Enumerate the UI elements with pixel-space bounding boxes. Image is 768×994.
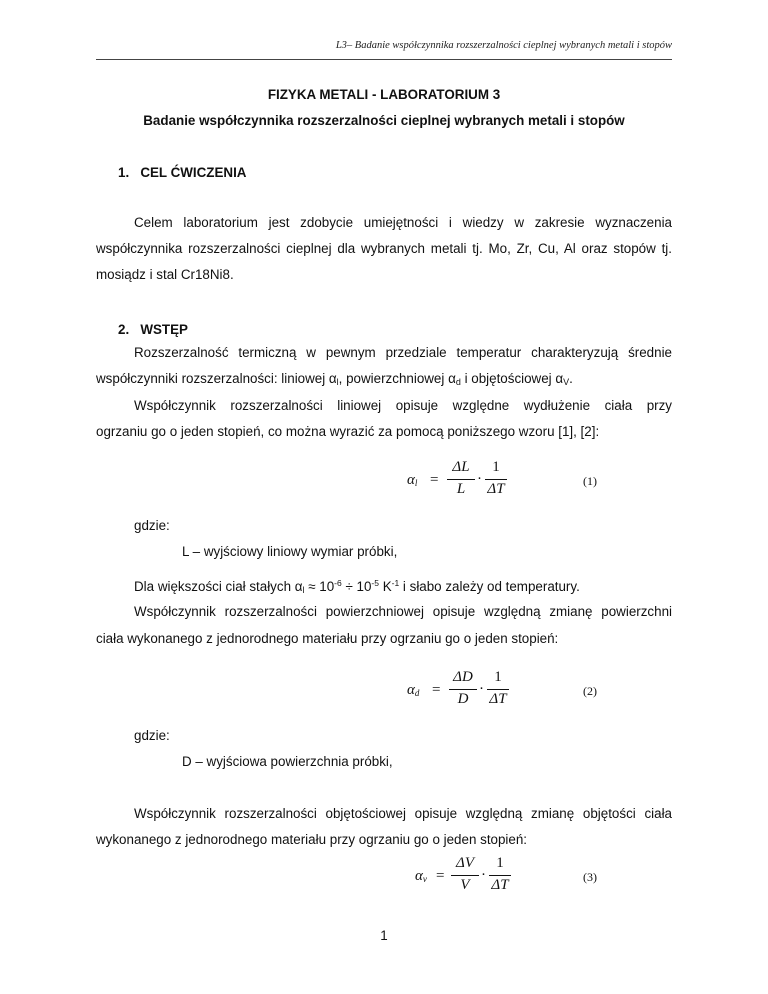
section-1-heading: 1. CEL ĆWICZENIA (118, 165, 247, 180)
subscript-l: l (336, 377, 339, 387)
exponent: -6 (334, 578, 342, 588)
alpha-subscript: v (422, 874, 427, 884)
running-header: L3– Badanie współczynnika rozszerzalności cieplnej wybranych metali i stopów (335, 40, 672, 51)
multiply-dot: · (477, 471, 482, 487)
fraction-2-bar (485, 479, 507, 480)
exponent: -1 (391, 578, 400, 588)
fraction-1-bar (451, 875, 479, 876)
fraction-1-bar (449, 689, 477, 690)
document-title: FIZYKA METALI - LABORATORIUM 3 (267, 87, 501, 102)
exponent: -5 (371, 578, 379, 588)
fraction-2-numerator: 1 (494, 669, 502, 685)
page-number: 1 (380, 928, 388, 943)
section-2-p1-line-1: Rozszerzalność termiczną w pewnym przedziale temperatur charakteryzują średnie (134, 345, 672, 360)
equals-sign: = (430, 472, 439, 488)
where-label-1: gdzie: (134, 518, 170, 533)
section-2-heading: 2. WSTĘP (118, 322, 188, 337)
section-2-p2-line-1: Współczynnik rozszerzalności liniowej opisuje względne wydłużenie ciała przy (134, 398, 672, 413)
multiply-dot: · (479, 681, 484, 697)
equation-number-1: (1) (583, 474, 597, 488)
fraction-1-denominator: V (460, 877, 470, 893)
fraction-2-denominator: ΔT (491, 877, 509, 893)
alpha-symbol: α (407, 472, 415, 488)
section-2-p1-line-2 (96, 371, 573, 387)
alpha-subscript: l (414, 478, 418, 488)
subscript-d: d (455, 377, 461, 387)
fraction-2-bar (487, 689, 509, 690)
definition-L: L – wyjściowy liniowy wymiar próbki, (182, 544, 398, 559)
equation-number-3: (3) (583, 870, 597, 884)
formula-1 (407, 472, 417, 489)
equals-sign: = (432, 682, 441, 698)
formula-3 (415, 868, 427, 885)
fraction-2-denominator: ΔT (489, 691, 507, 707)
fraction-1-denominator: L (456, 481, 466, 497)
header-rule (96, 59, 672, 60)
section-2-p2-line-2: ogrzaniu go o jeden stopień, co można wyrazić za pomocą poniższego wzoru [1], [2]: (96, 424, 600, 439)
definition-D: D – wyjściowa powierzchnia próbki, (182, 754, 393, 769)
subscript-l: l (302, 585, 305, 595)
fraction-1-numerator: ΔD (453, 669, 473, 685)
section-1-line-2: współczynnika rozszerzalności cieplnej dla wybranych metali tj. Mo, Zr, Cu, Al oraz stopów tj. (96, 241, 672, 256)
document-subtitle: Badanie współczynnika rozszerzalności cieplnej wybranych metali i stopów (143, 113, 625, 128)
fraction-2-denominator: ΔT (487, 481, 505, 497)
section-2-p3-line-2: ciała wykonanego z jednorodnego materiału przy ogrzaniu go o jeden stopień: (96, 631, 559, 646)
section-1-line-1: Celem laboratorium jest zdobycie umiejętności i wiedzy w zakresie wyznaczenia (134, 215, 672, 230)
text-fragment: ÷ 10 (341, 579, 372, 594)
fraction-1-bar (447, 479, 475, 480)
text-fragment: K (378, 579, 392, 594)
text-fragment: ≈ 10 (304, 579, 335, 594)
equals-sign: = (436, 868, 445, 884)
text-fragment: , powierzchniowej α (338, 371, 456, 386)
fraction-1-numerator: ΔL (452, 459, 470, 475)
fraction-2-numerator: 1 (496, 855, 504, 871)
alpha-subscript: d (414, 688, 420, 698)
fraction-1-numerator: ΔV (456, 855, 474, 871)
text-fragment: Dla większości ciał stałych α (134, 579, 303, 594)
text-fragment: . (569, 371, 573, 386)
text-fragment: i objętościowej α (460, 371, 564, 386)
coefficient-range-line (134, 578, 580, 595)
section-2-p4-line-2: wykonanego z jednorodnego materiału przy ogrzaniu go o jeden stopień: (96, 832, 528, 847)
section-2-p4-line-1: Współczynnik rozszerzalności objętościowej opisuje względną zmianę objętości ciała (134, 806, 672, 821)
section-1-line-3: mosiądz i stal Cr18Ni8. (96, 267, 234, 282)
subscript-v: V (563, 377, 570, 387)
fraction-2-numerator: 1 (492, 459, 500, 475)
fraction-2-bar (489, 875, 511, 876)
where-label-2: gdzie: (134, 728, 170, 743)
section-2-p3-line-1: Współczynnik rozszerzalności powierzchniowej opisuje względną zmianę powierzchni (134, 604, 672, 619)
text-fragment: współczynniki rozszerzalności: liniowej α (96, 371, 337, 386)
equation-number-2: (2) (583, 684, 597, 698)
multiply-dot: · (481, 867, 486, 883)
text-fragment: i słabo zależy od temperatury. (399, 579, 580, 594)
alpha-symbol: α (415, 868, 423, 884)
formula-2 (407, 682, 419, 699)
fraction-1-denominator: D (457, 691, 469, 707)
alpha-symbol: α (407, 682, 415, 698)
